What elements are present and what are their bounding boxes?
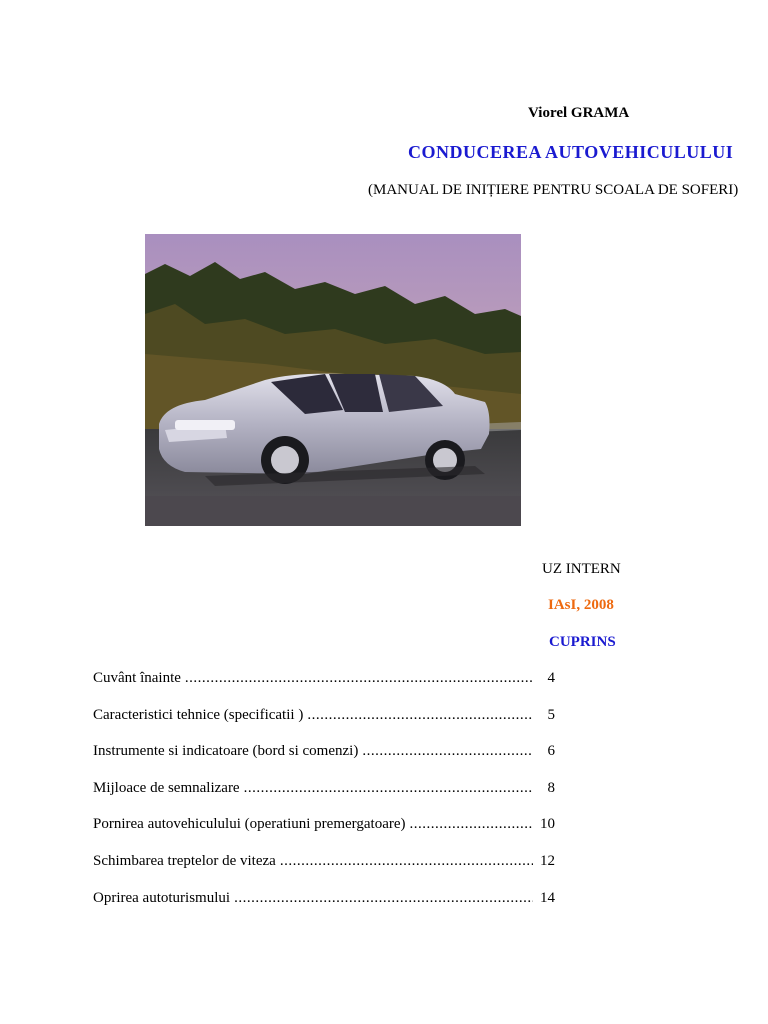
toc-dot-leader bbox=[307, 707, 533, 724]
toc-entry[interactable] bbox=[93, 853, 555, 890]
toc-dot-leader bbox=[244, 780, 533, 797]
city-year: IAsI, 2008 bbox=[548, 597, 614, 613]
toc-entry-label: Cuvânt înainte bbox=[93, 670, 181, 686]
toc-entry[interactable] bbox=[93, 890, 555, 927]
toc-entry-page: 8 bbox=[547, 779, 555, 796]
toc-entry-label: Schimbarea treptelor de viteza bbox=[93, 852, 276, 869]
toc-entry-page: 10 bbox=[540, 816, 555, 833]
toc-entry-label: Mijloace de semnalizare bbox=[93, 779, 240, 796]
toc-entry-page: 12 bbox=[540, 852, 555, 869]
toc-dot-leader bbox=[280, 853, 533, 870]
toc-dot-leader bbox=[234, 890, 533, 907]
toc-entry[interactable] bbox=[93, 670, 555, 707]
usage-note: UZ INTERN bbox=[542, 561, 621, 577]
toc-dot-leader bbox=[410, 816, 533, 833]
toc-heading: CUPRINS bbox=[549, 634, 616, 650]
author-name: Viorel GRAMA bbox=[528, 105, 630, 121]
toc-entry[interactable] bbox=[93, 780, 555, 817]
toc-entry-page: 5 bbox=[547, 706, 555, 723]
toc-entry-label: Pornirea autovehiculului (operatiuni premergatoare) bbox=[93, 816, 406, 833]
cover-car-photo bbox=[145, 234, 521, 526]
toc-entry-page: 6 bbox=[547, 743, 555, 760]
document-subtitle: (MANUAL DE INIȚIERE PENTRU SCOALA DE SOFERI) bbox=[368, 182, 739, 198]
toc-entry-label: Oprirea autoturismului bbox=[93, 889, 231, 906]
toc-dot-leader bbox=[362, 743, 533, 760]
toc-entry[interactable] bbox=[93, 816, 555, 853]
toc-entry-page: 4 bbox=[547, 670, 555, 686]
toc-entry-page: 14 bbox=[540, 889, 555, 906]
toc-entry-label: Caracteristici tehnice (specificatii ) bbox=[93, 706, 304, 723]
toc-entry[interactable] bbox=[93, 743, 555, 780]
toc-entry-label: Instrumente si indicatoare (bord si comenzi) bbox=[93, 743, 359, 760]
table-of-contents bbox=[93, 670, 555, 926]
toc-entry[interactable] bbox=[93, 707, 555, 744]
toc-dot-leader bbox=[185, 670, 533, 687]
document-title: CONDUCEREA AUTOVEHICULULUI bbox=[408, 142, 734, 162]
